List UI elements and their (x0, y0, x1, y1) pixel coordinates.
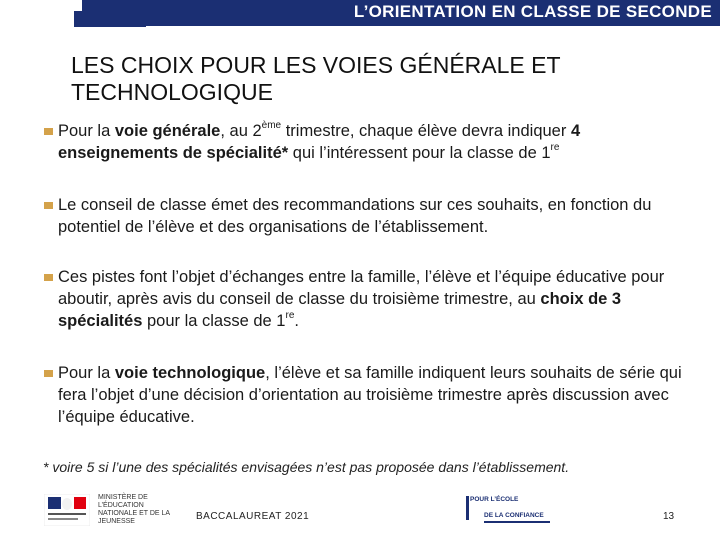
section-title: L’ORIENTATION EN CLASSE DE SECONDE (353, 2, 712, 21)
ecole-confiance-logo (466, 496, 556, 524)
heading-line-2: TECHNOLOGIQUE (71, 79, 273, 105)
slide-heading (71, 52, 561, 106)
bullet-square-icon (44, 128, 53, 135)
brand-line-1: POUR L’ÉCOLE (470, 496, 519, 503)
ministry-label: MINISTÈRE DE L’ÉDUCATION NATIONALE ET DE LA JEUNESSE (98, 494, 170, 525)
bullet-square-icon (44, 370, 53, 377)
bullet-text: Ces pistes font l’objet d’échanges entre la famille, l’élève et l’équipe éducative pour aboutir, après avis du conseil de classe du troisième trimestre, au choix de 3 spécialités pour la classe de 1re. (58, 268, 665, 330)
brand-line-2: DE LA CONFIANCE (484, 512, 544, 519)
header-bar (0, 0, 720, 26)
header-accent-line (84, 25, 146, 27)
page-number: 13 (663, 511, 675, 522)
bullet-voie-technologique (44, 362, 694, 428)
bullet-text: Pour la voie technologique, l’élève et sa famille indiquent leurs souhaits de série qui fera l’objet d’une décision d’orientation au troisième trimestre après discussion avec l’équipe éducative. (58, 364, 682, 426)
bullet-text: Pour la voie générale, au 2ème trimestre, chaque élève devra indiquer 4 enseignements de spécialité* qui l’intéressent pour la classe de 1re (58, 120, 581, 162)
republique-francaise-logo (44, 494, 90, 526)
bullet-conseil-de-classe (44, 194, 694, 238)
footer-event-label: BACCALAUREAT 2021 (196, 511, 310, 522)
bullet-text: Le conseil de classe émet des recommandations sur ces souhaits, en fonction du potentiel de l’élève et des organisations de l’établissement. (58, 196, 652, 236)
header-accent-block (74, 11, 84, 27)
bullet-voie-generale (44, 120, 694, 164)
bullet-square-icon (44, 274, 53, 281)
bullet-choix-specialites (44, 266, 694, 332)
heading-line-1: LES CHOIX POUR LES VOIES GÉNÉRALE ET (71, 52, 561, 78)
footnote: * voire 5 si l’une des spécialités envisagées n’est pas proposée dans l’établissement. (43, 459, 570, 475)
header-corner-mask (0, 0, 82, 26)
bullet-square-icon (44, 202, 53, 209)
